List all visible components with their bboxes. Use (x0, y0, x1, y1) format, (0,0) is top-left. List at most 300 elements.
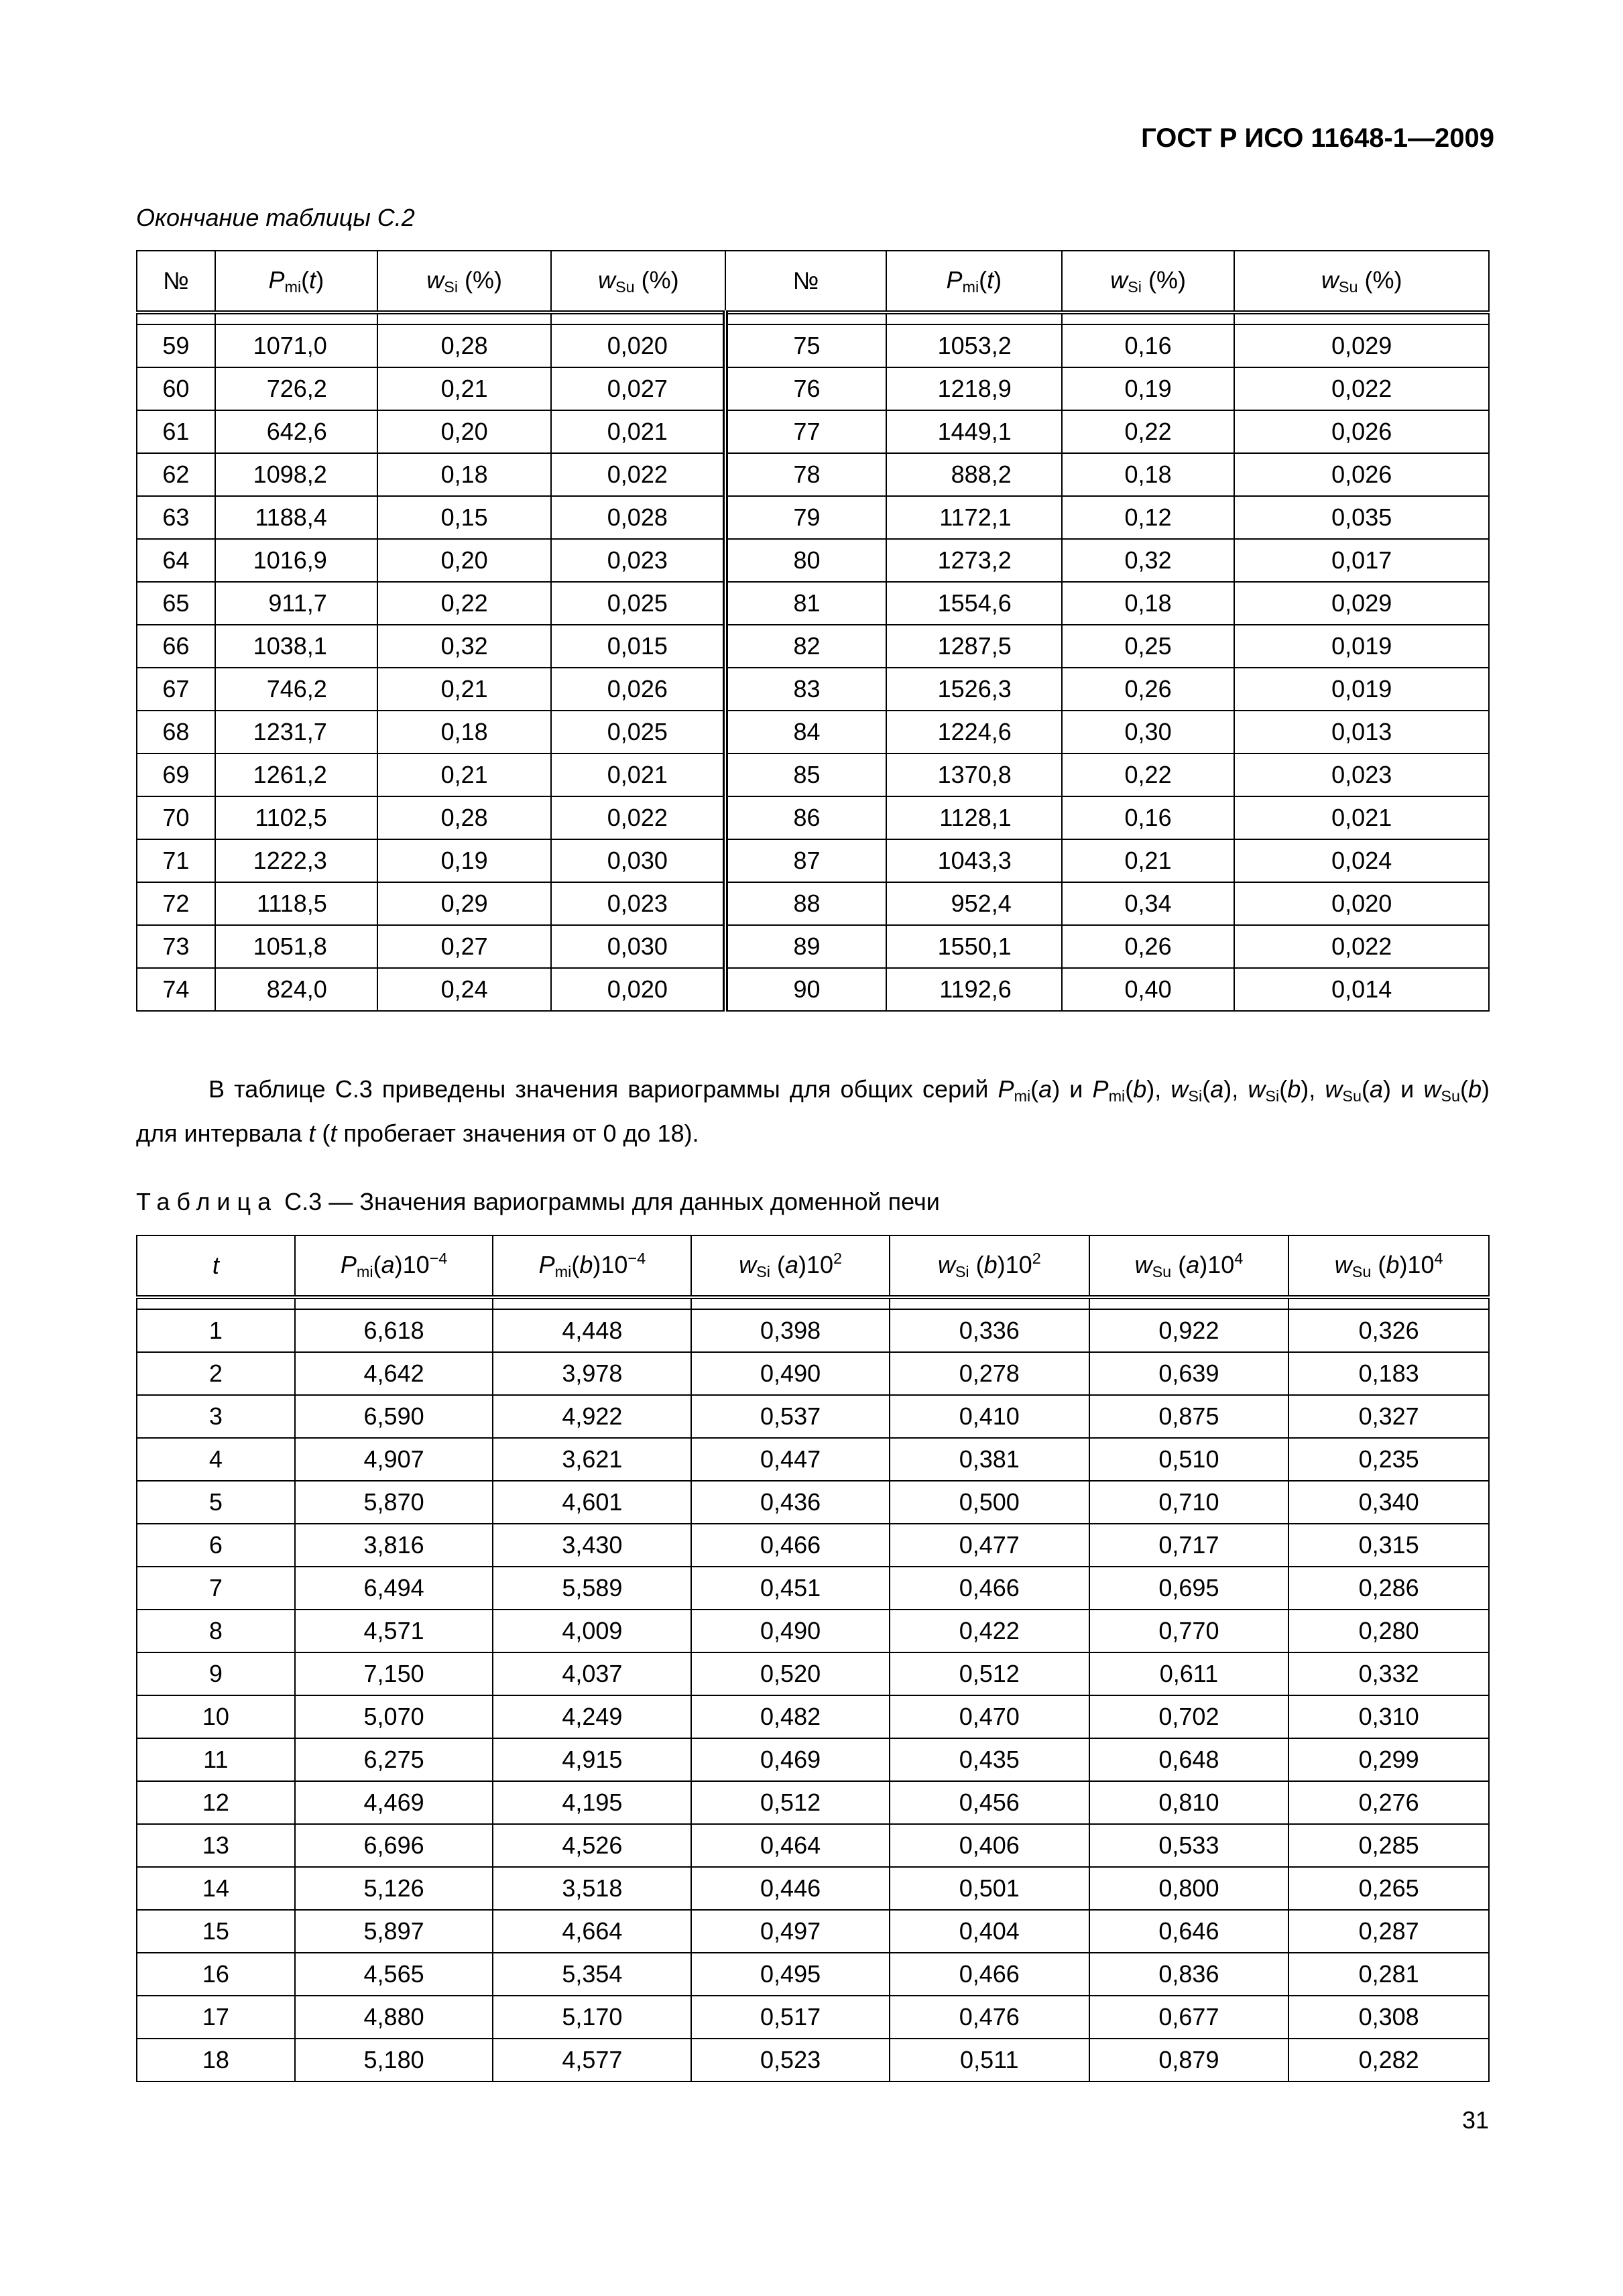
table-cell: 60 (137, 367, 215, 410)
table-cell: 1261,2 (215, 753, 377, 796)
table-cell: 0,639 (1089, 1352, 1289, 1395)
table-cell: 0,25 (1062, 625, 1235, 668)
table-cell: 4,037 (493, 1652, 691, 1695)
table-cell: 0,469 (691, 1738, 890, 1781)
table-cell: 0,510 (1089, 1438, 1289, 1481)
table-cell: 5,354 (493, 1953, 691, 1996)
col-header-number: № (725, 251, 886, 312)
table-cell: 70 (137, 796, 215, 839)
table-cell: 16 (137, 1953, 295, 1996)
table-c2-row (137, 367, 1489, 410)
table-cell: 68 (137, 711, 215, 753)
table-c2-row (137, 668, 1489, 711)
standard-code: ГОСТ Р ИСО 11648-1—2009 (1141, 123, 1494, 153)
header-separator-row (137, 312, 1489, 324)
table-c3-caption (136, 1188, 940, 1216)
table-cell: 0,512 (691, 1781, 890, 1824)
table-cell: 4,195 (493, 1781, 691, 1824)
table-cell: 73 (137, 925, 215, 968)
table-cell: 0,035 (1234, 496, 1489, 539)
table-cell: 71 (137, 839, 215, 882)
table-cell: 76 (725, 367, 886, 410)
table-cell: 1526,3 (886, 668, 1062, 711)
table-cell: 0,20 (377, 410, 552, 453)
table-cell: 0,280 (1288, 1610, 1489, 1652)
table-cell: 0,019 (1234, 625, 1489, 668)
table-cell: 0,028 (551, 496, 725, 539)
table-cell: 0,030 (551, 839, 725, 882)
table-cell: 0,611 (1089, 1652, 1289, 1695)
table-cell: 69 (137, 753, 215, 796)
table-cell: 6 (137, 1524, 295, 1567)
table-cell: 11 (137, 1738, 295, 1781)
table-cell: 1 (137, 1309, 295, 1352)
table-cell: 0,030 (551, 925, 725, 968)
table-cell: 4,601 (493, 1481, 691, 1524)
table-c3-row (137, 1867, 1489, 1910)
table-cell: 0,517 (691, 1996, 890, 2039)
table-cell: 0,235 (1288, 1438, 1489, 1481)
table-cell: 12 (137, 1781, 295, 1824)
table-cell: 81 (725, 582, 886, 625)
table-cell: 0,326 (1288, 1309, 1489, 1352)
table-c2-row (137, 625, 1489, 668)
table-cell: 4,448 (493, 1309, 691, 1352)
table-c2-header-row (137, 251, 1489, 312)
table-cell: 0,024 (1234, 839, 1489, 882)
table-cell: 0,490 (691, 1352, 890, 1395)
table-cell: 4,642 (295, 1352, 493, 1395)
table-cell: 0,013 (1234, 711, 1489, 753)
table-cell: 1287,5 (886, 625, 1062, 668)
header-separator-row (137, 1297, 1489, 1309)
table-cell: 0,265 (1288, 1867, 1489, 1910)
table-cell: 0,32 (1062, 539, 1235, 582)
table-cell: 0,022 (1234, 367, 1489, 410)
table-cell: 1231,7 (215, 711, 377, 753)
table-cell: 0,40 (1062, 968, 1235, 1011)
table-cell: 5 (137, 1481, 295, 1524)
table-cell: 0,435 (890, 1738, 1089, 1781)
page-number: 31 (1461, 2106, 1489, 2134)
table-cell: 6,275 (295, 1738, 493, 1781)
table-cell: 1370,8 (886, 753, 1062, 796)
table-cell: 0,340 (1288, 1481, 1489, 1524)
table-cell: 0,020 (551, 324, 725, 367)
table-cell: 83 (725, 668, 886, 711)
table-cell: 4,009 (493, 1610, 691, 1652)
table-cell: 0,500 (890, 1481, 1089, 1524)
table-cell: 77 (725, 410, 886, 453)
table-cell: 824,0 (215, 968, 377, 1011)
table-cell: 0,404 (890, 1910, 1089, 1953)
table-cell: 4,469 (295, 1781, 493, 1824)
table-cell: 0,476 (890, 1996, 1089, 2039)
table-c2-row (137, 582, 1489, 625)
col-header-wsi: $w_{Si}$ (%) (377, 251, 552, 312)
table-cell: 0,15 (377, 496, 552, 539)
table-cell: 85 (725, 753, 886, 796)
table-cell: 0,646 (1089, 1910, 1289, 1953)
table-cell: 0,278 (890, 1352, 1089, 1395)
col-header-pmi: $P_{mi}(t)$ (886, 251, 1062, 312)
table-cell: 0,436 (691, 1481, 890, 1524)
table-cell: 0,276 (1288, 1781, 1489, 1824)
table-cell: 7 (137, 1567, 295, 1610)
caption-text: С.3 — Значения вариограммы для данных доменной печи (284, 1188, 940, 1215)
table-cell: 0,523 (691, 2039, 890, 2081)
table-c2-row (137, 410, 1489, 453)
table-cell: 0,19 (1062, 367, 1235, 410)
table-cell: 0,520 (691, 1652, 890, 1695)
table-cell: 0,336 (890, 1309, 1089, 1352)
table-c3-row (137, 1996, 1489, 2039)
table-cell: 1043,3 (886, 839, 1062, 882)
table-cell: 74 (137, 968, 215, 1011)
table-c3-row (137, 1352, 1489, 1395)
table-cell: 0,836 (1089, 1953, 1289, 1996)
table-cell: 5,180 (295, 2039, 493, 2081)
table-cell: 0,015 (551, 625, 725, 668)
table-cell: 1172,1 (886, 496, 1062, 539)
table-cell: 0,308 (1288, 1996, 1489, 2039)
table-cell: 80 (725, 539, 886, 582)
table-cell: 1554,6 (886, 582, 1062, 625)
table-c3-row (137, 1738, 1489, 1781)
col-header-pmi-a: $P_{mi}(a)10^{-4}$ (295, 1235, 493, 1297)
table-c3-header-row (137, 1235, 1489, 1297)
table-cell: 0,18 (377, 453, 552, 496)
table-c3 (136, 1235, 1490, 2082)
table-cell: 0,21 (377, 668, 552, 711)
table-cell: 0,183 (1288, 1352, 1489, 1395)
table-cell: 0,810 (1089, 1781, 1289, 1824)
table-cell: 61 (137, 410, 215, 453)
table-cell: 0,537 (691, 1395, 890, 1438)
table-cell: 0,710 (1089, 1481, 1289, 1524)
table-cell: 0,879 (1089, 2039, 1289, 2081)
table-c3-row (137, 1910, 1489, 1953)
table-cell: 0,332 (1288, 1652, 1489, 1695)
table-cell: 5,070 (295, 1695, 493, 1738)
table-cell: 1051,8 (215, 925, 377, 968)
col-header-wsu: $w_{Su}$ (%) (551, 251, 725, 312)
col-header-wsu-a: $w_{Su}$ $(a)10^4$ (1089, 1235, 1289, 1297)
table-cell: 4,880 (295, 1996, 493, 2039)
table-cell: 0,648 (1089, 1738, 1289, 1781)
table-c2-row (137, 753, 1489, 796)
table-cell: 0,310 (1288, 1695, 1489, 1738)
table-cell: 89 (725, 925, 886, 968)
table-cell: 0,18 (1062, 453, 1235, 496)
col-header-t: t (137, 1235, 295, 1297)
table-cell: 4,565 (295, 1953, 493, 1996)
table-cell: 0,021 (1234, 796, 1489, 839)
table-cell: 3,816 (295, 1524, 493, 1567)
table-cell: 7,150 (295, 1652, 493, 1695)
table-cell: 0,451 (691, 1567, 890, 1610)
col-header-wsi-b: $w_{Si}$ $(b)10^2$ (890, 1235, 1089, 1297)
table-cell: 59 (137, 324, 215, 367)
table-cell: 0,456 (890, 1781, 1089, 1824)
table-cell: 0,482 (691, 1695, 890, 1738)
table-c3-row (137, 1395, 1489, 1438)
table-cell: 4 (137, 1438, 295, 1481)
table-cell: 0,029 (1234, 582, 1489, 625)
col-header-number: № (137, 251, 215, 312)
table-cell: 0,287 (1288, 1910, 1489, 1953)
table-cell: 0,21 (377, 367, 552, 410)
table-cell: 1449,1 (886, 410, 1062, 453)
table-cell: 0,027 (551, 367, 725, 410)
table-cell: 0,026 (1234, 410, 1489, 453)
table-cell: 18 (137, 2039, 295, 2081)
table-cell: 1188,4 (215, 496, 377, 539)
table-cell: 0,19 (377, 839, 552, 882)
table-cell: 0,398 (691, 1309, 890, 1352)
table-cell: 10 (137, 1695, 295, 1738)
table-cell: 0,023 (551, 882, 725, 925)
table-cell: 911,7 (215, 582, 377, 625)
table-cell: 0,22 (377, 582, 552, 625)
col-header-pmi-b: $P_{mi}(b)10^{-4}$ (493, 1235, 691, 1297)
table-c2-row (137, 839, 1489, 882)
table-cell: 642,6 (215, 410, 377, 453)
table-cell: 0,023 (1234, 753, 1489, 796)
table-cell: 1098,2 (215, 453, 377, 496)
table-cell: 4,915 (493, 1738, 691, 1781)
table-c3-row (137, 1438, 1489, 1481)
table-cell: 0,800 (1089, 1867, 1289, 1910)
table-cell: 0,021 (551, 753, 725, 796)
table-cell: 746,2 (215, 668, 377, 711)
table-cell: 0,315 (1288, 1524, 1489, 1567)
table-cell: 0,286 (1288, 1567, 1489, 1610)
table-cell: 0,281 (1288, 1953, 1489, 1996)
table-cell: 0,922 (1089, 1309, 1289, 1352)
table-cell: 1071,0 (215, 324, 377, 367)
body-paragraph: В таблице С.3 приведены значения вариограммы для общих серий $P_{mi}(a)$ и $P_{mi}(b)$, $w_{Si}(a)$, $w_{Si}(b)$, $w_{Su}(a)$ и $w_{Su}(b)$ для интервала t (t пробегает значения от 0 до 18). (136, 1075, 1490, 1147)
table-cell: 62 (137, 453, 215, 496)
table-cell: 0,020 (551, 968, 725, 1011)
table-cell: 0,21 (377, 753, 552, 796)
table-cell: 5,170 (493, 1996, 691, 2039)
table-cell: 0,464 (691, 1824, 890, 1867)
table-cell: 90 (725, 968, 886, 1011)
table-cell: 5,126 (295, 1867, 493, 1910)
table-c2-row (137, 882, 1489, 925)
table-cell: 0,019 (1234, 668, 1489, 711)
table-cell: 4,922 (493, 1395, 691, 1438)
table-cell: 1192,6 (886, 968, 1062, 1011)
table-cell: 4,526 (493, 1824, 691, 1867)
table-cell: 0,20 (377, 539, 552, 582)
table-cell: 0,446 (691, 1867, 890, 1910)
table-cell: 0,020 (1234, 882, 1489, 925)
table-cell: 0,026 (1234, 453, 1489, 496)
col-header-wsu-b: $w_{Su}$ $(b)10^4$ (1288, 1235, 1489, 1297)
table-cell: 0,695 (1089, 1567, 1289, 1610)
table-cell: 0,28 (377, 324, 552, 367)
table-c2-row (137, 925, 1489, 968)
table-cell: 4,249 (493, 1695, 691, 1738)
table-cell: 3,430 (493, 1524, 691, 1567)
table-cell: 79 (725, 496, 886, 539)
col-header-wsi: $w_{Si}$ (%) (1062, 251, 1235, 312)
table-cell: 1053,2 (886, 324, 1062, 367)
table-cell: 0,512 (890, 1652, 1089, 1695)
table-cell: 0,495 (691, 1953, 890, 1996)
table-cell: 9 (137, 1652, 295, 1695)
table-cell: 952,4 (886, 882, 1062, 925)
table-cell: 8 (137, 1610, 295, 1652)
table-c3-row (137, 1481, 1489, 1524)
table-cell: 0,327 (1288, 1395, 1489, 1438)
table-cell: 84 (725, 711, 886, 753)
table-cell: 0,025 (551, 582, 725, 625)
table-cell: 67 (137, 668, 215, 711)
table-c3-row (137, 1953, 1489, 1996)
table-cell: 0,466 (691, 1524, 890, 1567)
table-c3-row (137, 1567, 1489, 1610)
table-cell: 0,26 (1062, 668, 1235, 711)
table-c2 (136, 250, 1490, 1012)
table-cell: 4,907 (295, 1438, 493, 1481)
table-cell: 1102,5 (215, 796, 377, 839)
table-c3-row (137, 1610, 1489, 1652)
table-cell: 0,30 (1062, 711, 1235, 753)
table-cell: 63 (137, 496, 215, 539)
table-cell: 0,18 (377, 711, 552, 753)
table-cell: 6,618 (295, 1309, 493, 1352)
table-cell: 0,32 (377, 625, 552, 668)
table-cell: 0,406 (890, 1824, 1089, 1867)
table-cell: 0,299 (1288, 1738, 1489, 1781)
table-cell: 1273,2 (886, 539, 1062, 582)
table-c3-row (137, 1524, 1489, 1567)
table-cell: 87 (725, 839, 886, 882)
table-cell: 0,381 (890, 1438, 1089, 1481)
table-cell: 0,022 (551, 796, 725, 839)
table-cell: 0,029 (1234, 324, 1489, 367)
table-cell: 0,477 (890, 1524, 1089, 1567)
table-cell: 0,410 (890, 1395, 1089, 1438)
caption-prefix: Таблица (136, 1188, 278, 1215)
table-c3-row (137, 1309, 1489, 1352)
table-cell: 0,26 (1062, 925, 1235, 968)
table-c2-row (137, 496, 1489, 539)
table-c2-row (137, 796, 1489, 839)
table-cell: 0,501 (890, 1867, 1089, 1910)
table-c2-row (137, 324, 1489, 367)
table-cell: 15 (137, 1910, 295, 1953)
table-cell: 5,589 (493, 1567, 691, 1610)
table-cell: 0,875 (1089, 1395, 1289, 1438)
col-header-wsi-a: $w_{Si}$ $(a)10^2$ (691, 1235, 890, 1297)
table-cell: 0,22 (1062, 753, 1235, 796)
table-cell: 1128,1 (886, 796, 1062, 839)
table-cell: 3 (137, 1395, 295, 1438)
table-cell: 4,664 (493, 1910, 691, 1953)
table-cell: 78 (725, 453, 886, 496)
table-cell: 6,494 (295, 1567, 493, 1610)
table-cell: 4,577 (493, 2039, 691, 2081)
table-cell: 1118,5 (215, 882, 377, 925)
table-cell: 0,447 (691, 1438, 890, 1481)
table-cell: 6,696 (295, 1824, 493, 1867)
table-cell: 86 (725, 796, 886, 839)
table-cell: 5,870 (295, 1481, 493, 1524)
table-cell: 66 (137, 625, 215, 668)
table-c2-row (137, 711, 1489, 753)
table-cell: 75 (725, 324, 886, 367)
table-cell: 3,621 (493, 1438, 691, 1481)
table-cell: 0,21 (1062, 839, 1235, 882)
table-cell: 0,29 (377, 882, 552, 925)
table-cell: 0,022 (1234, 925, 1489, 968)
table-c2-row (137, 968, 1489, 1011)
table-cell: 17 (137, 1996, 295, 2039)
table-cell: 0,014 (1234, 968, 1489, 1011)
table-cell: 0,770 (1089, 1610, 1289, 1652)
table-cell: 13 (137, 1824, 295, 1867)
table-c3-row (137, 1695, 1489, 1738)
table-cell: 1224,6 (886, 711, 1062, 753)
table-cell: 0,466 (890, 1953, 1089, 1996)
table-c2-row (137, 539, 1489, 582)
table-cell: 1218,9 (886, 367, 1062, 410)
table-cell: 1222,3 (215, 839, 377, 882)
table-cell: 0,470 (890, 1695, 1089, 1738)
table-cell: 0,490 (691, 1610, 890, 1652)
table-cell: 0,422 (890, 1610, 1089, 1652)
table-cell: 0,285 (1288, 1824, 1489, 1867)
col-header-wsu: $w_{Su}$ (%) (1234, 251, 1489, 312)
table-cell: 0,27 (377, 925, 552, 968)
table-cell: 0,16 (1062, 796, 1235, 839)
table-cell: 72 (137, 882, 215, 925)
table-cell: 0,18 (1062, 582, 1235, 625)
table-cell: 0,511 (890, 2039, 1089, 2081)
table-cell: 0,28 (377, 796, 552, 839)
table-c3-row (137, 2039, 1489, 2081)
table-cell: 0,34 (1062, 882, 1235, 925)
table-cell: 4,571 (295, 1610, 493, 1652)
table-cell: 0,717 (1089, 1524, 1289, 1567)
table-cell: 0,466 (890, 1567, 1089, 1610)
table-cell: 726,2 (215, 367, 377, 410)
table-cell: 0,282 (1288, 2039, 1489, 2081)
table-continuation-label: Окончание таблицы С.2 (136, 204, 415, 231)
table-cell: 0,16 (1062, 324, 1235, 367)
table-cell: 0,24 (377, 968, 552, 1011)
table-c3-row (137, 1781, 1489, 1824)
table-cell: 0,12 (1062, 496, 1235, 539)
table-cell: 0,497 (691, 1910, 890, 1953)
table-cell: 0,021 (551, 410, 725, 453)
table-cell: 0,702 (1089, 1695, 1289, 1738)
table-c2-row (137, 453, 1489, 496)
table-cell: 5,897 (295, 1910, 493, 1953)
table-cell: 0,017 (1234, 539, 1489, 582)
table-cell: 1038,1 (215, 625, 377, 668)
table-cell: 2 (137, 1352, 295, 1395)
table-cell: 0,533 (1089, 1824, 1289, 1867)
table-cell: 88 (725, 882, 886, 925)
table-cell: 0,022 (551, 453, 725, 496)
table-cell: 3,978 (493, 1352, 691, 1395)
table-cell: 14 (137, 1867, 295, 1910)
